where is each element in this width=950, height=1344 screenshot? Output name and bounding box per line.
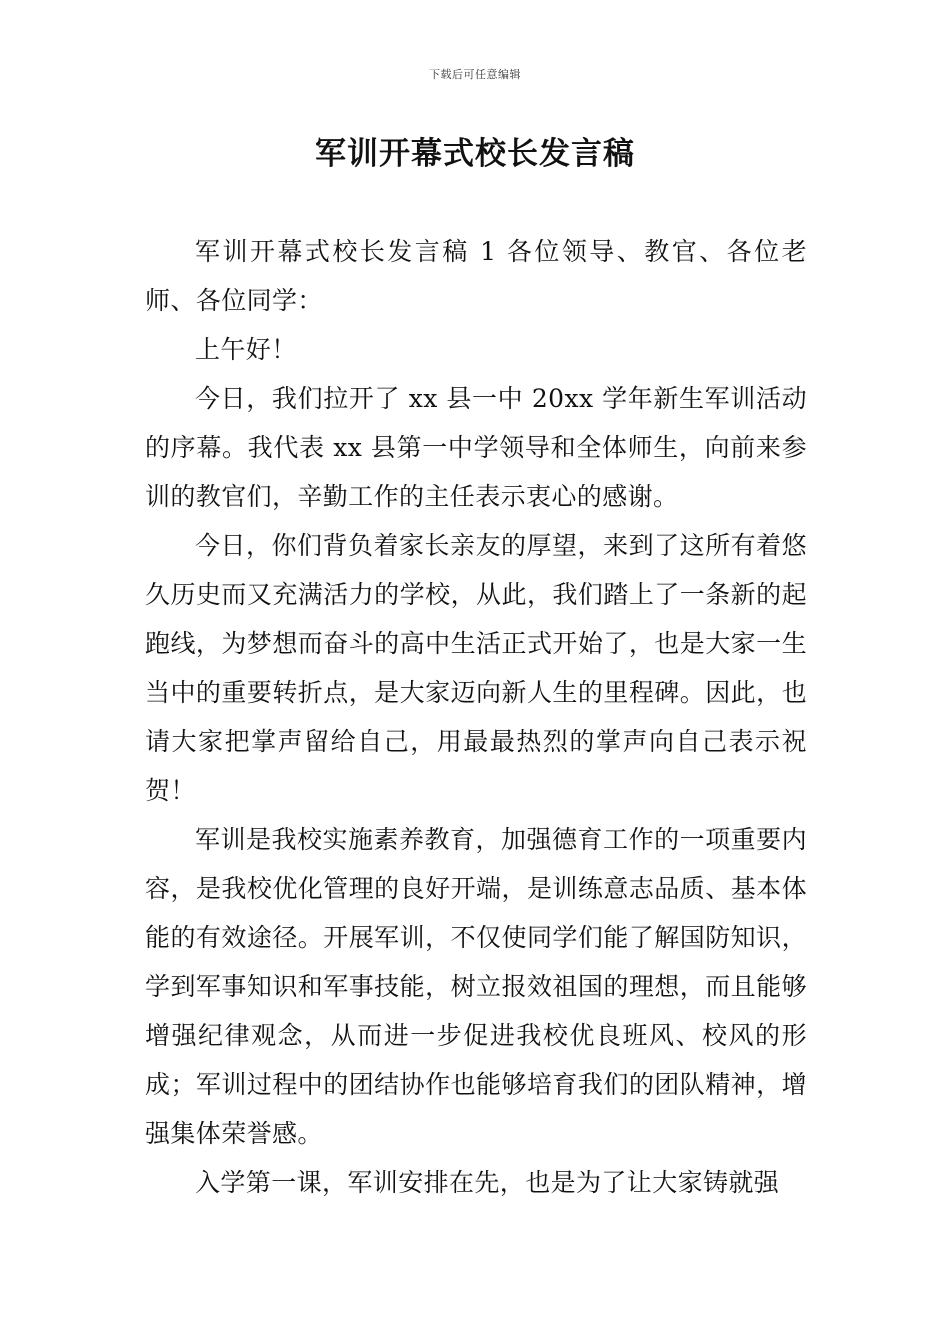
paragraph: 军训是我校实施素养教育，加强德育工作的一项重要内容，是我校优化管理的良好开端，是训练意志品质、基本体能的有效途径。开展军训，不仅使同学们能了解国防知识，学到军事知识和军事技能，树立报效祖国的理想，而且能够增强纪律观念，从而进一步促进我校优良班风、校风的形成；军训过程中的团结协作也能够培育我们的团队精神，增强集体荣誉感。 [145,825,807,1148]
paragraph: 今日，我们拉开了 xx 县一中 20xx 学年新生军训活动的序幕。我代表 xx 县第一中学领导和全体师生，向前来参训的教官们，辛勤工作的主任表示衷心的感谢。 [145,384,807,511]
paragraph-greeting: 上午好！ [195,335,297,364]
document-title: 军训开幕式校长发言稿 [315,136,635,172]
header-note: 下载后可任意编辑 [429,68,521,81]
paragraph: 今日，你们背负着家长亲友的厚望，来到了这所有着悠久历史而又充满活力的学校，从此，我们踏上了一条新的起跑线，为梦想而奋斗的高中生活正式开始了，也是大家一生当中的重要转折点，是大家迈向新人生的里程碑。因此，也请大家把掌声留给自己，用最最热烈的掌声向自己表示祝贺！ [145,531,807,805]
document-body [145,227,807,1207]
paragraph-salutation: 军训开幕式校长发言稿 1 各位领导、教官、各位老师、各位同学： [145,237,807,315]
paragraph: 入学第一课，军训安排在先，也是为了让大家铸就强 [195,1168,780,1197]
